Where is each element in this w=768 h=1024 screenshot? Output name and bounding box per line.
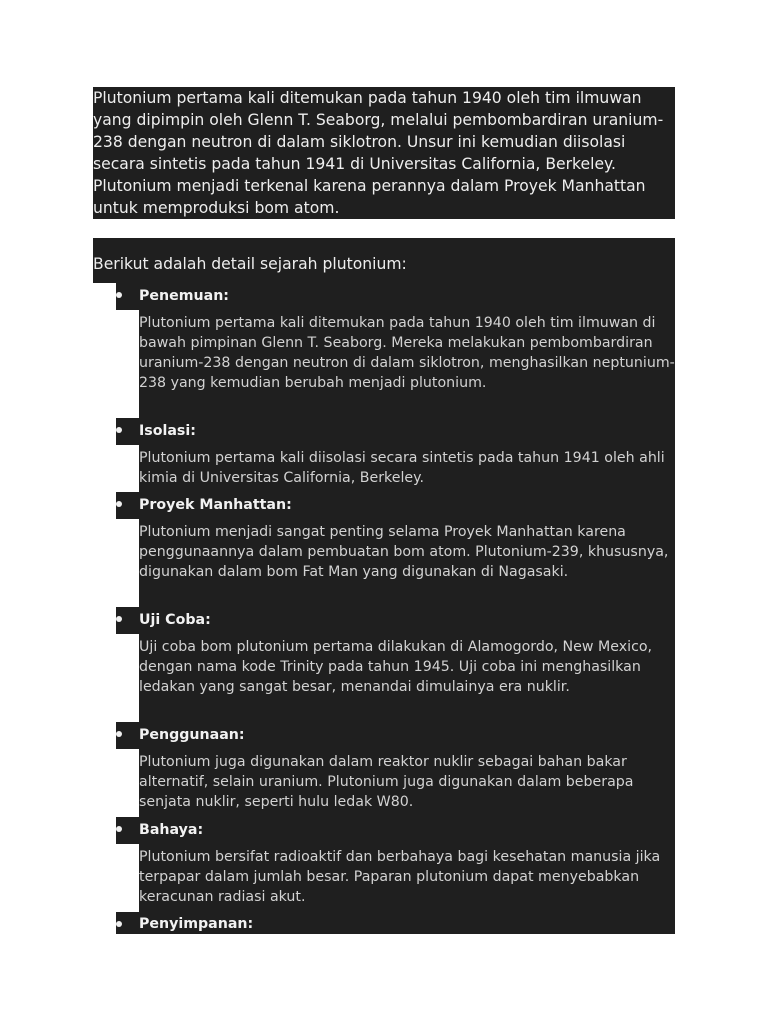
bullet-cell <box>116 418 139 445</box>
item-body-proyek-manhattan: Plutonium menjadi sangat penting selama Proyek Manhattan karena penggunaannya dalam pembuatan bom atom. Plutonium-239, khususnya, digunakan dalam bom Fat Man yang digunakan di Nagasaki. <box>139 524 669 580</box>
item-title-proyek-manhattan: Proyek Manhattan: <box>139 497 292 513</box>
lead-sentence: Berikut adalah detail sejarah plutonium: <box>93 255 407 273</box>
bullet-cell <box>116 283 139 310</box>
bullet-cell <box>116 912 139 934</box>
bullet-cell <box>116 492 139 519</box>
bullet-dot-icon <box>116 731 122 737</box>
item-title-isolasi: Isolasi: <box>139 423 196 439</box>
item-title-uji-coba: Uji Coba: <box>139 612 211 628</box>
item-title-penemuan: Penemuan: <box>139 288 229 304</box>
item-body-isolasi: Plutonium pertama kali diisolasi secara sintetis pada tahun 1941 oleh ahli kimia di Universitas California, Berkeley. <box>139 450 665 486</box>
item-title-penggunaan: Penggunaan: <box>139 727 245 743</box>
bullet-dot-icon <box>116 826 122 832</box>
bullet-dot-icon <box>116 292 122 298</box>
bullet-cell <box>116 722 139 749</box>
bullet-dot-icon <box>116 501 122 507</box>
item-body-uji-coba: Uji coba bom plutonium pertama dilakukan di Alamogordo, New Mexico, dengan nama kode Trinity pada tahun 1945. Uji coba ini menghasilkan ledakan yang sangat besar, menandai dimulainya era nuklir. <box>139 639 653 695</box>
bullet-dot-icon <box>116 427 122 433</box>
item-title-bahaya: Bahaya: <box>139 822 204 838</box>
bullet-cell <box>116 817 139 844</box>
item-title-penyimpanan: Penyimpanan: <box>139 916 254 932</box>
bullet-dot-icon <box>116 616 122 622</box>
bullet-dot-icon <box>116 921 122 927</box>
item-body-penggunaan: Plutonium juga digunakan dalam reaktor nuklir sebagai bahan bakar alternatif, selain uranium. Plutonium juga digunakan dalam beberapa senjata nuklir, seperti hulu ledak W80. <box>139 754 634 810</box>
item-body-bahaya: Plutonium bersifat radioaktif dan berbahaya bagi kesehatan manusia jika terpapar dalam jumlah besar. Paparan plutonium dapat menyebabkan keracunan radiasi akut. <box>139 849 661 905</box>
item-body-penemuan: Plutonium pertama kali ditemukan pada tahun 1940 oleh tim ilmuwan di bawah pimpinan Glenn T. Seaborg. Mereka melakukan pembombardiran uranium-238 dengan neutron di dalam siklotron, menghasilkan neptunium-238 yang kemudian berubah menjadi plutonium. <box>139 315 675 391</box>
bullet-cell <box>116 607 139 634</box>
intro-paragraph: Plutonium pertama kali ditemukan pada tahun 1940 oleh tim ilmuwan yang dipimpin oleh Glenn T. Seaborg, melalui pembombardiran uranium-238 dengan neutron di dalam siklotron. Unsur ini kemudian diisolasi secara sintetis pada tahun 1941 di Universitas California, Berkeley. Plutonium menjadi terkenal karena perannya dalam Proyek Manhattan untuk memproduksi bom atom. <box>93 87 675 219</box>
